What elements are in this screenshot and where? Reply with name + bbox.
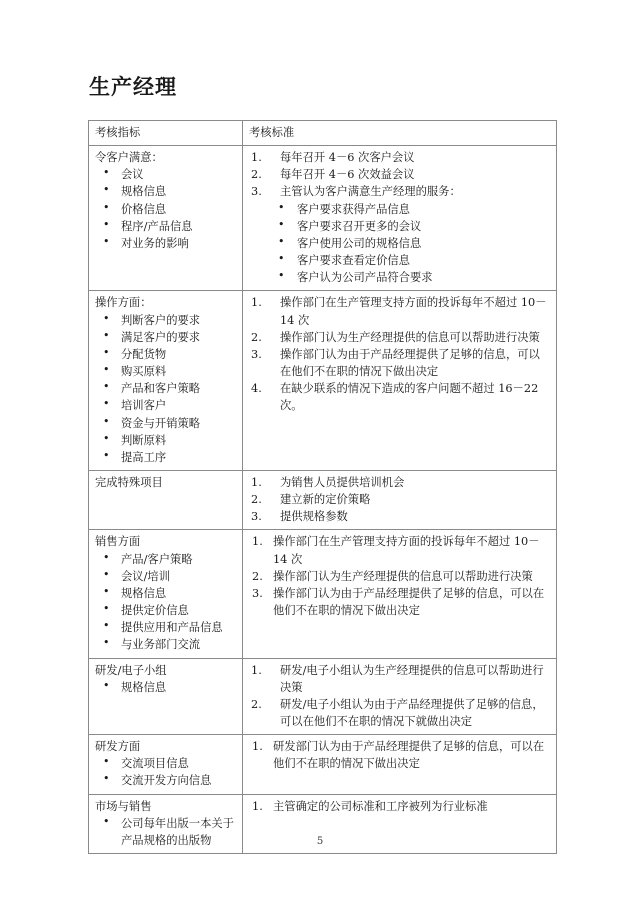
table-header-cell-standard (243, 121, 557, 146)
table-row (89, 146, 557, 291)
list-item: • 客户认为公司产品符合要求 (249, 269, 551, 286)
list-item: 研发部门认为由于产品经理提供了足够的信息，可以在他们不在职的情况下做出决定 (273, 740, 545, 771)
page-number: 5 (316, 836, 324, 847)
kpi-table (88, 120, 557, 854)
table-row (89, 530, 557, 658)
list-item: • 客户要求获得产品信息 (249, 201, 551, 218)
list-item: 操作部门认为生产经理提供的信息可以帮助进行决策 (273, 569, 533, 583)
list-item: • 满足客户的要求 (95, 329, 237, 346)
list-item: 在缺少联系的情况下造成的客户问题不超过 16－22 次。 (280, 382, 539, 413)
standard-numbered-list (249, 474, 551, 525)
indicator-heading: 销售方面 (95, 535, 141, 549)
table-row (89, 470, 557, 529)
indicator-bullet-list (95, 166, 237, 252)
indicator-bullet-list (95, 312, 237, 466)
indicator-heading: 研发方面 (95, 740, 141, 754)
indicator-heading: 市场与销售 (95, 799, 152, 813)
row-indicator-cell (89, 291, 243, 471)
row-indicator-cell (89, 735, 243, 794)
list-item: • 提供应用和产品信息 (95, 619, 237, 636)
list-item: 每年召开 4－6 次效益会议 (280, 168, 415, 182)
indicator-heading: 研发/电子小组 (95, 663, 167, 677)
list-item: • 产品/客户策略 (95, 551, 237, 568)
row-standard-cell (243, 530, 557, 658)
standard-numbered-list (249, 533, 551, 619)
list-item: • 会议/培训 (95, 568, 237, 585)
list-item: • 规格信息 (95, 679, 237, 696)
list-item: 提供规格参数 (280, 510, 348, 524)
list-item: • 资金与开销策略 (95, 415, 237, 432)
list-item: • 交流开发方向信息 (95, 772, 237, 789)
list-item: • 购买原料 (95, 363, 237, 380)
list-item: • 培训客户 (95, 397, 237, 414)
list-item: 研发/电子小组认为由于产品经理提供了足够的信息，可以在他们不在职的情况下就做出决定 (280, 697, 544, 728)
page-title: 生产经理 (89, 74, 177, 99)
list-item: • 价格信息 (95, 201, 237, 218)
list-item: 主管确定的公司标准和工序被列为行业标准 (273, 799, 488, 813)
row-indicator-cell (89, 146, 243, 291)
list-item: • 客户要求查看定价信息 (249, 252, 551, 269)
indicator-heading: 完成特殊项目 (95, 475, 163, 489)
list-item: • 公司每年出版一本关于产品规格的出版物 (95, 815, 237, 849)
indicator-bullet-list (95, 755, 237, 789)
standard-sub-bullet-list (249, 201, 551, 287)
list-item: • 判断客户的要求 (95, 312, 237, 329)
list-item: • 交流项目信息 (95, 755, 237, 772)
list-item: 建立新的定价策略 (280, 493, 371, 507)
list-item: 为销售人员提供培训机会 (280, 475, 405, 489)
list-item: • 会议 (95, 166, 237, 183)
table-header-cell-indicator (89, 121, 243, 146)
list-item: 主管认为客户满意生产经理的服务： (280, 185, 461, 199)
row-indicator-cell (89, 470, 243, 529)
row-indicator-cell (89, 658, 243, 735)
standard-numbered-list (249, 294, 551, 414)
list-item: 操作部门认为生产经理提供的信息可以帮助进行决策 (280, 330, 540, 344)
indicator-heading: 操作方面： (95, 296, 152, 310)
row-indicator-cell (89, 530, 243, 658)
list-item: • 分配货物 (95, 346, 237, 363)
standard-numbered-list (249, 662, 551, 731)
list-item: • 提供定价信息 (95, 602, 237, 619)
list-item: • 产品和客户策略 (95, 380, 237, 397)
indicator-heading: 令客户满意： (95, 151, 163, 165)
table-row (89, 735, 557, 794)
list-item: • 判断原料 (95, 432, 237, 449)
table-row (89, 291, 557, 471)
row-standard-cell (243, 146, 557, 291)
indicator-bullet-list (95, 679, 237, 696)
list-item: • 与业务部门交流 (95, 636, 237, 653)
indicator-bullet-list (95, 551, 237, 654)
list-item: • 客户使用公司的规格信息 (249, 235, 551, 252)
row-standard-cell (243, 658, 557, 735)
column-header-standard: 考核标准 (249, 126, 295, 139)
row-standard-cell (243, 470, 557, 529)
list-item: 操作部门认为由于产品经理提供了足够的信息，可以在他们不在职的情况下做出决定 (280, 347, 540, 379)
list-item: 操作部门认为由于产品经理提供了足够的信息，可以在他们不在职的情况下做出决定 (273, 586, 545, 618)
standard-numbered-list (249, 738, 551, 772)
list-item: • 程序/产品信息 (95, 218, 237, 235)
list-item: 研发/电子小组认为生产经理提供的信息可以帮助进行决策 (280, 663, 544, 694)
table-row (89, 658, 557, 735)
list-item: • 对业务的影响 (95, 235, 237, 252)
list-item: • 规格信息 (95, 183, 237, 200)
standard-numbered-list (249, 798, 551, 815)
row-standard-cell (243, 291, 557, 471)
list-item: • 规格信息 (95, 585, 237, 602)
list-item: • 客户要求召开更多的会议 (249, 218, 551, 235)
table-header-row (89, 121, 557, 146)
row-standard-cell (243, 735, 557, 794)
standard-numbered-list (249, 149, 551, 200)
list-item: 每年召开 4－6 次客户会议 (280, 151, 415, 165)
kpi-table-body (89, 121, 557, 854)
list-item: 操作部门在生产管理支持方面的投诉每年不超过 10－14 次 (273, 535, 540, 566)
list-item: 操作部门在生产管理支持方面的投诉每年不超过 10－14 次 (280, 296, 547, 327)
list-item: • 提高工序 (95, 449, 237, 466)
column-header-indicator: 考核指标 (95, 126, 141, 139)
